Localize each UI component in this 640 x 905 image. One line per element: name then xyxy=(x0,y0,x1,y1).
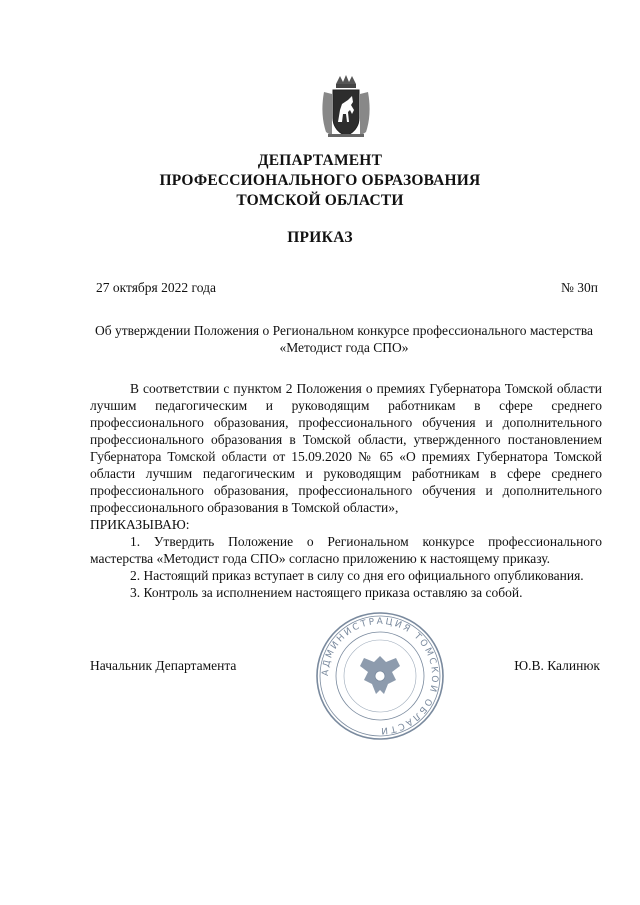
document-body xyxy=(90,380,602,601)
preamble-paragraph: В соответствии с пунктом 2 Положения о премиях Губернатора Томской области лучшим педагогическим и руководящим работникам в сфере среднего профессионального образования, профессионального обучения и дополнительного профессионального образования в Томской области, утвержденного постановлением Губернатора Томской области от 15.09.2020 № 65 «О премиях Губернатора Томской области лучшим педагогическим и руководящим работникам в сфере среднего профессионального образования, профессионального обучения и дополнительного профессионального образования в Томской области», xyxy=(90,381,602,515)
document-type-title: ПРИКАЗ xyxy=(287,229,353,246)
department-name-line1: ДЕПАРТАМЕНТ xyxy=(257,152,383,169)
coat-of-arms-icon xyxy=(318,74,374,140)
order-item-1: 1. Утвердить Положение о Региональном конкурсе профессионального мастерства «Методист года СПО» согласно приложению к настоящему приказу. xyxy=(90,534,602,566)
svg-text:АДМИНИСТРАЦИЯ ТОМСКОЙ ОБЛАСТИ: АДМИНИСТРАЦИЯ ТОМСКОЙ ОБЛАСТИ xyxy=(320,616,440,736)
order-item-3: 3. Контроль за исполнением настоящего приказа оставляю за собой. xyxy=(130,585,523,600)
department-name-line2: ПРОФЕССИОНАЛЬНОГО ОБРАЗОВАНИЯ xyxy=(159,172,481,189)
order-item-2: 2. Настоящий приказ вступает в силу со дня его официального опубликования. xyxy=(130,568,584,583)
signer-title: Начальник Департамента xyxy=(90,658,237,673)
signer-name: Ю.В. Калинюк xyxy=(514,658,600,673)
document-subject: Об утверждении Положения о Региональном конкурсе профессионального мастерства «Методист года СПО» xyxy=(94,323,594,355)
official-seal-icon xyxy=(314,610,446,742)
document-number: № 30п xyxy=(561,280,598,295)
department-name-line3: ТОМСКОЙ ОБЛАСТИ xyxy=(236,192,404,209)
document-date: 27 октября 2022 года xyxy=(96,280,216,295)
order-word: ПРИКАЗЫВАЮ: xyxy=(90,517,190,532)
